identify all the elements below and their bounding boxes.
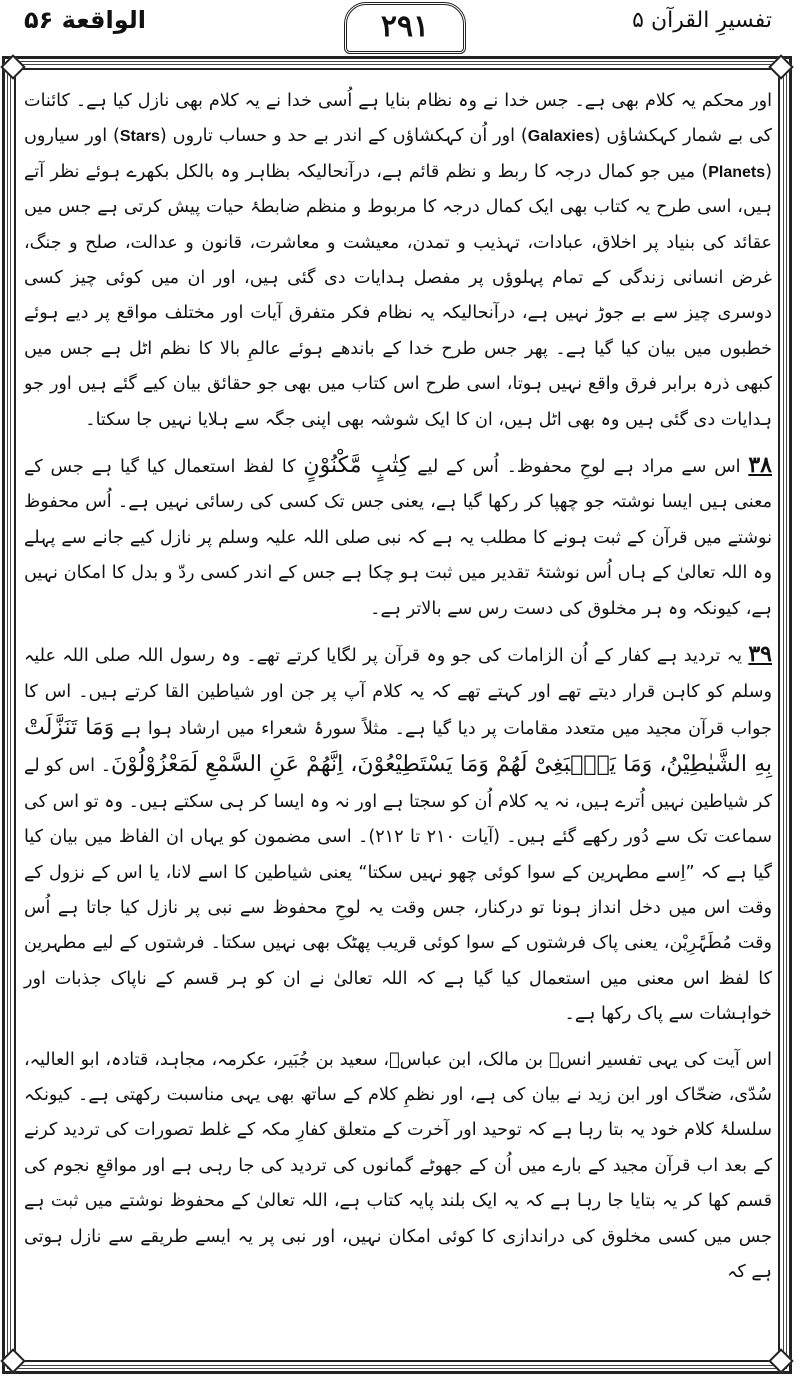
- arabic-quote: وَمَا تَنَزَّلَتْ بِهِ الشَّیٰطِیْنُ، وَمَا یَنْۢبَغِیْ لَهُمْ وَمَا یَسْتَطِیْعُوْنَ، اِنَّهُمْ عَنِ السَّمْعِ لَمَعْزُوْلُوْنَ: [24, 714, 772, 778]
- arabic-quote: کِتٰبٍ مَّکْنُوْنٍ: [303, 453, 410, 479]
- paragraph-text: ) اور سیاروں (: [24, 126, 772, 182]
- commentary-body: [24, 84, 772, 1364]
- commentary-paragraph: [24, 1043, 772, 1291]
- note-number: ۳۸: [748, 452, 772, 479]
- paragraph-text: ) میں جو کمال درجہ کا ربط و نظم قائم ہے، درآنحالیکہ بظاہر وہ بالکل بکھرے ہوئے نظر آتے ہیں، اسی طرح یہ کتاب بھی ایک کمال درجہ کا مربوط و منظم ضابطۂ حیات پیش کرتی ہے جس میں عقائد کی بنیاد پر اخلاق، عبادات، تہذیب و تمدن، معیشت و معاشرت، قانون و عدالت، صلح و جنگ، غرض انسانی زندگی کے تمام پہلوؤں پر مفصل ہدایات دی گئی ہیں، اور ان میں کوئی چیز کسی دوسری چیز سے بے جوڑ نہیں ہے، درآنحالیکہ یہ نظام فکر متفرق آیات اور مختلف مواقع پر دیے ہوئے خطبوں میں بیان کیا گیا ہے۔ پھر جس طرح خدا کے باندھے ہوئے عالمِ بالا کا نظم اٹل ہے جس میں کبھی ذرہ برابر فرق واقع نہیں ہوتا، اسی طرح اس کتاب میں بھی جو حقائق بیان کیے گئے ہیں اور جو ہدایات دی گئی ہیں وہ بھی اٹل ہیں، ان کا ایک شوشہ بھی اپنی جگہ سے ہلایا نہیں جا سکتا۔: [24, 161, 772, 430]
- paragraph-text: اس سے مراد ہے لوحِ محفوظ۔ اُس کے لیے: [409, 457, 749, 478]
- book-title: تفسیرِ القرآن ۵: [632, 8, 772, 33]
- commentary-paragraph: [24, 448, 772, 627]
- english-term: Stars: [119, 128, 160, 146]
- paragraph-text: یہ تردید ہے کفار کے اُن الزامات کی جو وہ قرآن پر لگایا کرتے تھے۔ وہ رسول اللہ صلی اللہ علیہ وسلم کو کاہن قرار دیتے تھے اور کہتے تھے کہ یہ کلام آپ پر جن اور شیاطین القا کرتے ہیں۔ اس کا جواب قرآن مجید میں متعدد مقامات پر دیا گیا ہے۔ مثلاً سورۂ شعراء میں ارشاد ہوا ہے: [24, 646, 773, 739]
- page-header: [0, 0, 800, 62]
- paragraph-text: ۔ اس کو لے کر شیاطین نہیں اُترے ہیں، نہ یہ کلام اُن کو سجتا ہے اور نہ وہ ایسا کر ہی سکتے ہیں۔ وہ تو اس کی سماعت تک سے دُور رکھے گئے ہیں۔ (آیات ۲۱۰ تا ۲۱۲)۔ اسی مضمون کو یہاں ان الفاظ میں بیان کیا گیا ہے کہ ”اِسے مطہرین کے سوا کوئی چھو نہیں سکتا“ یعنی شیاطین کا اسے لانا، یا اس کے نزول کے وقت اس میں دخل انداز ہونا تو درکنار، جس وقت یہ لوحِ محفوظ سے نبی پر نازل کیا جاتا ہے اُس وقت مُطَہَّرِیْن، یعنی پاک فرشتوں کے سوا کوئی قریب پھٹک بھی نہیں سکتا۔ فرشتوں کے لیے مطہرین کا لفظ اس معنی میں استعمال کیا گیا ہے کہ اللہ تعالیٰ نے ان کو ہر قسم کے ناپاک جذبات اور خواہشات سے پاک رکھا ہے۔: [24, 756, 772, 1025]
- surah-reference: الواقعة ۵۶: [24, 6, 146, 34]
- paragraph-text: اس آیت کی یہی تفسیر انسؓ بن مالک، ابن عباسؓ، سعید بن جُبَیر، عکرمہ، مجاہد، قتادہ، ابو العالیہ، سُدّی، ضحّاک اور ابن زید نے بیان کی ہے، اور نظمِ کلام کے ساتھ بھی یہی مناسبت رکھتی ہے۔ کیونکہ سلسلۂ کلام خود یہ بتا رہا ہے کہ توحید اور آخرت کے متعلق کفارِ مکہ کے غلط تصورات کی تردید کرنے کے بعد اب قرآن مجید کے بارے میں اُن کے جھوٹے گمانوں کی تردید کی جا رہی ہے اور مواقعِ نجوم کی قسم کھا کر یہ بتایا جا رہا ہے کہ یہ ایک بلند پایہ کتاب ہے، اللہ تعالیٰ کے محفوظ نوشتے میں ثبت ہے جس میں کسی مخلوق کی دراندازی کا کوئی امکان نہیں، اور نبی پر یہ ایسے طریقے سے نازل ہوتی ہے کہ: [24, 1049, 772, 1282]
- paragraph-text: اور محکم یہ کلام بھی ہے۔ جس خدا نے وہ نظام بنایا ہے اُسی خدا نے یہ کلام بھی نازل کیا ہے۔ کائنات کی بے شمار کہکشاؤں (: [24, 91, 772, 147]
- paragraph-text: کا لفظ استعمال کیا گیا ہے جس کے معنی ہیں ایسا نوشتہ جو چھپا کر رکھا گیا ہے، یعنی جس تک کسی کی رسائی نہیں ہے۔ اُس محفوظ نوشتے میں قرآن کے ثبت ہونے کا مطلب یہ ہے کہ نبی صلی اللہ علیہ وسلم پر نازل کیے جانے سے پہلے وہ اللہ تعالیٰ کے ہاں اُس نوشتۂ تقدیر میں ثبت ہو چکا ہے جس کے اندر کسی ردّ و بدل کا امکان نہیں ہے، کیونکہ وہ ہر مخلوق کی دست رس سے بالاتر ہے۔: [24, 457, 772, 619]
- commentary-paragraph: [24, 637, 772, 1032]
- english-term: Planets: [708, 163, 766, 181]
- commentary-paragraph: [24, 84, 772, 438]
- paragraph-text: ) اور اُن کہکشاؤں کے اندر بے حد و حساب تاروں (: [159, 126, 528, 147]
- note-number: ۳۹: [748, 641, 772, 668]
- english-term: Galaxies: [527, 128, 594, 146]
- page-number: ۲۹۱: [344, 2, 466, 54]
